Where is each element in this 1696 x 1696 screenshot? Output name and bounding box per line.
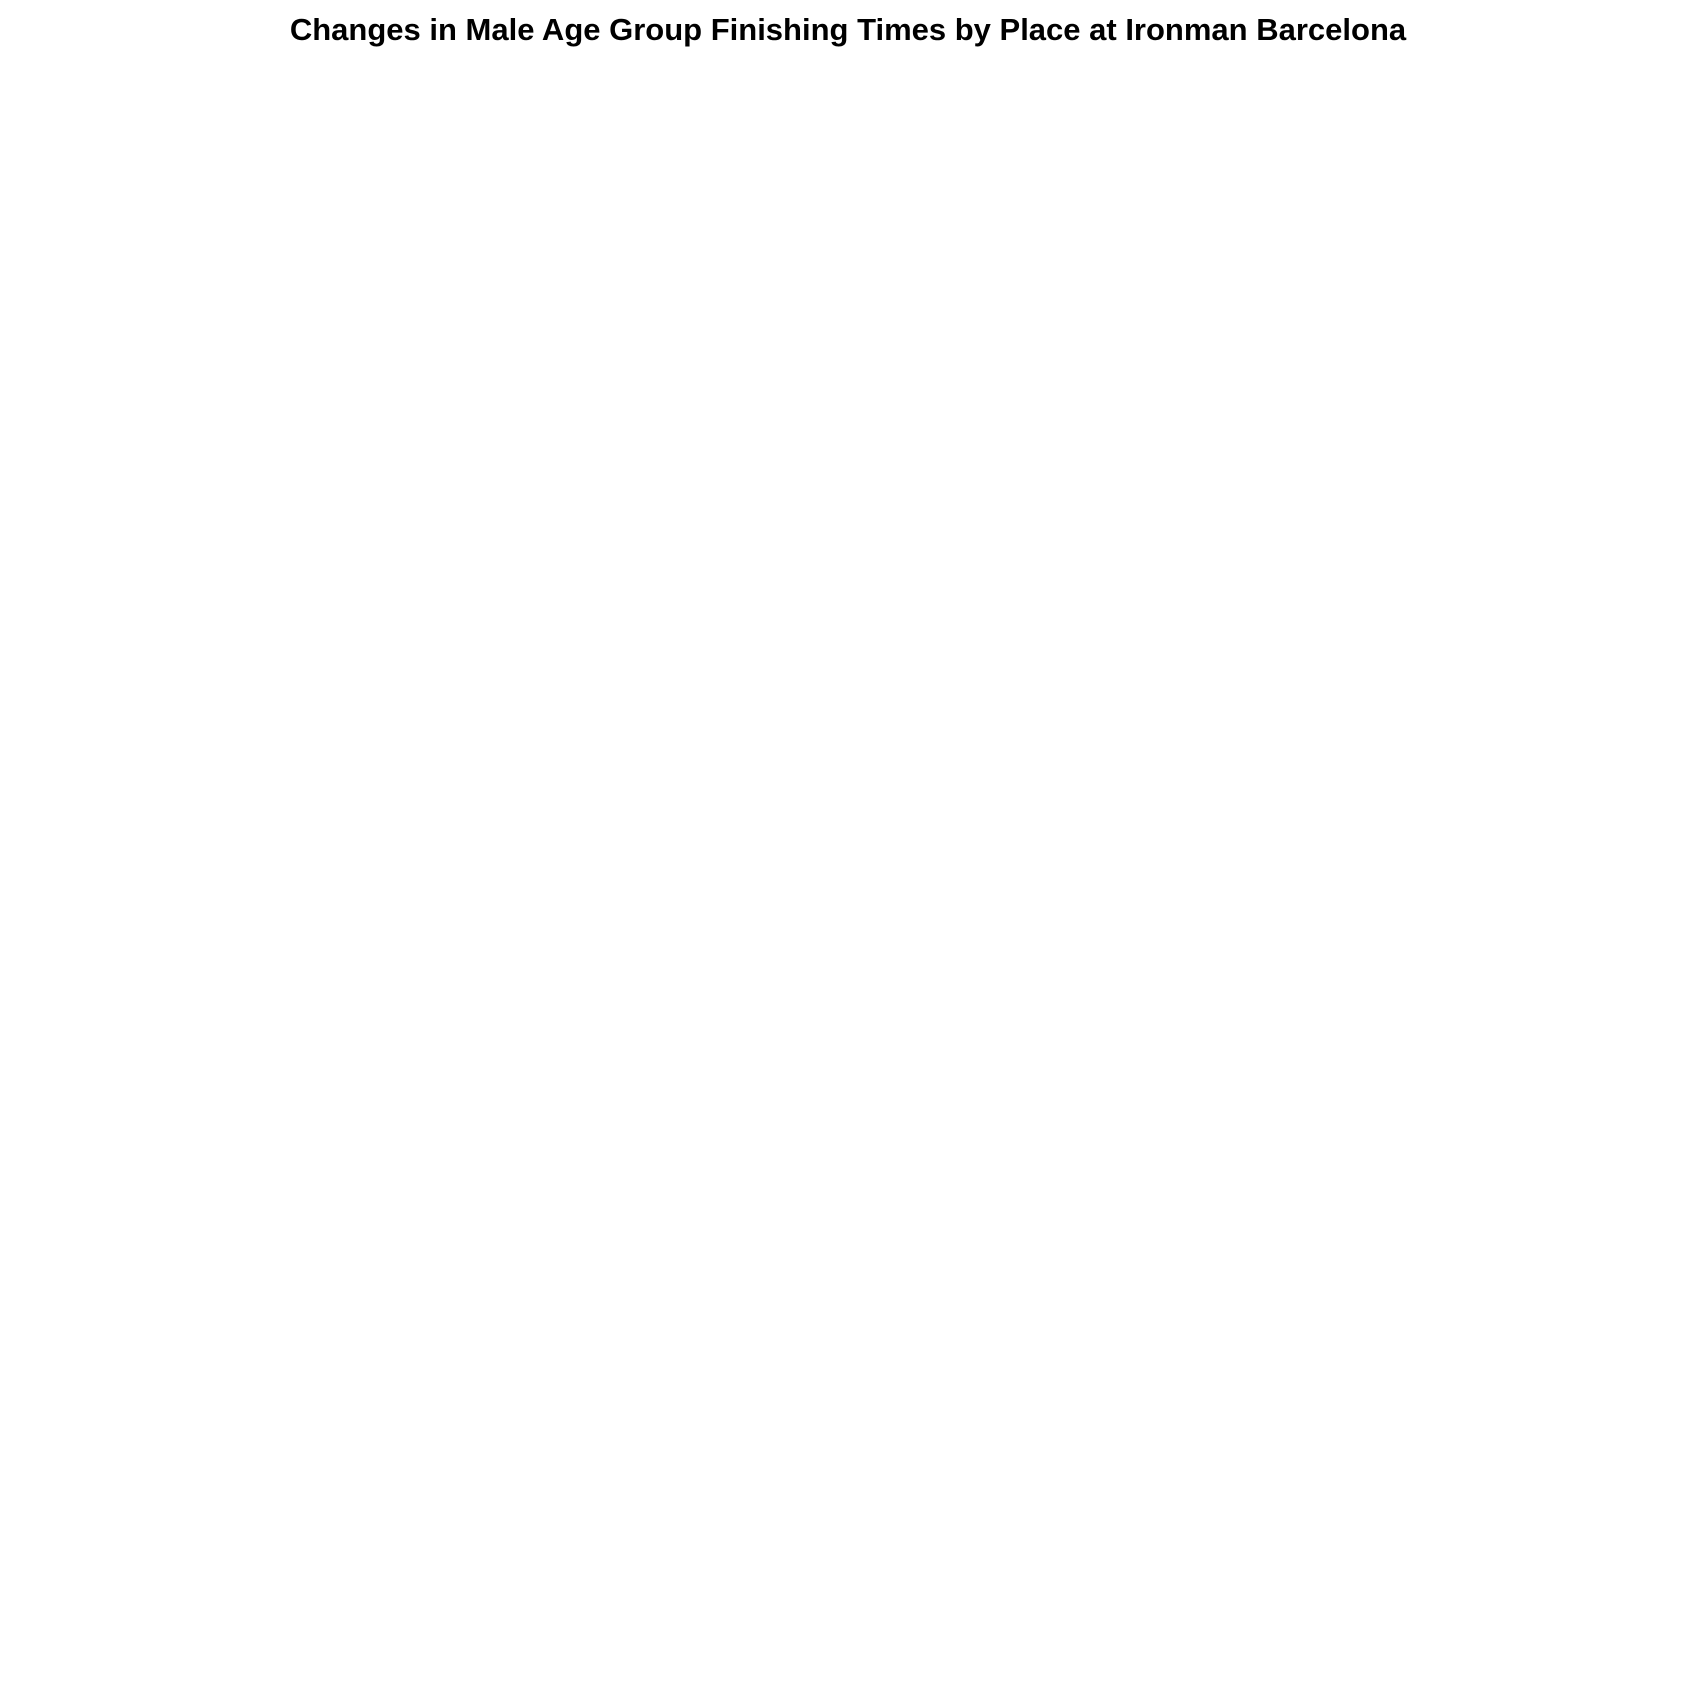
charts-grid: [1, 60, 1696, 1611]
chart-title: Changes in Male Age Group Finishing Times by Place at Ironman Barcelona: [289, 12, 1407, 47]
